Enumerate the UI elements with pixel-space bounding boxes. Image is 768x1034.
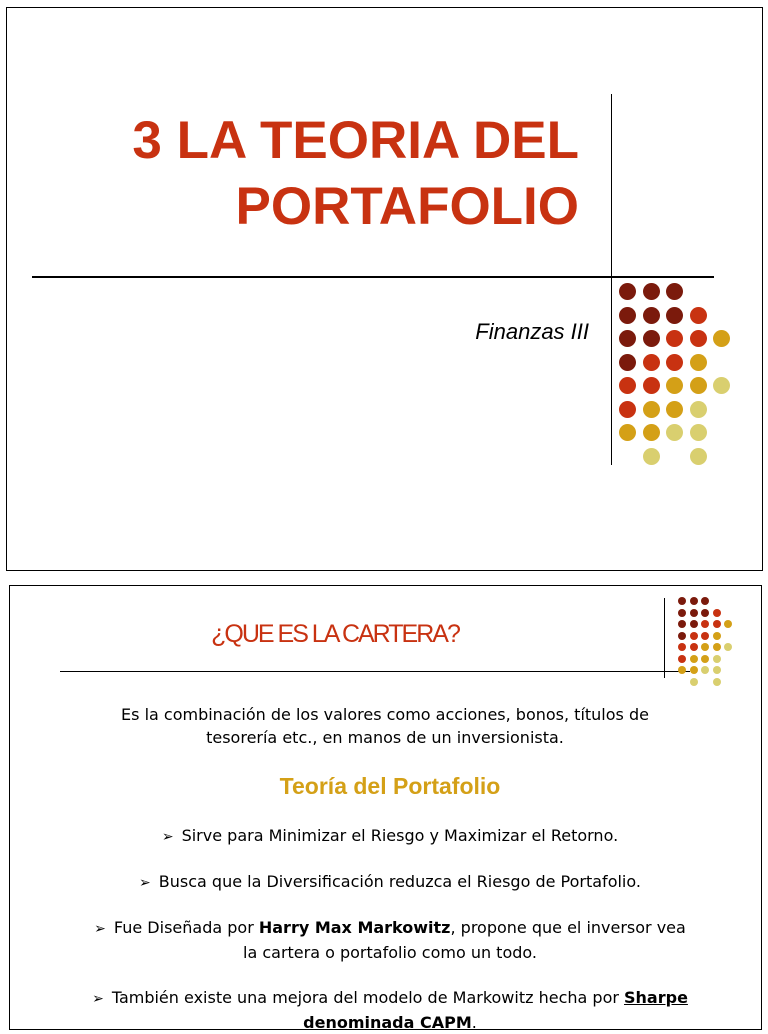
decorative-dot bbox=[690, 609, 698, 617]
title-line-1: 3 LA TEORIA DEL bbox=[132, 111, 579, 170]
decorative-dot bbox=[643, 377, 660, 394]
decorative-dot bbox=[643, 424, 660, 441]
decorative-dot bbox=[678, 620, 686, 628]
decorative-dot bbox=[690, 643, 698, 651]
decorative-dot bbox=[713, 620, 721, 628]
decorative-dot bbox=[619, 354, 636, 371]
decorative-dot bbox=[713, 377, 730, 394]
title-slide bbox=[6, 7, 763, 571]
bullet-text: . bbox=[471, 1013, 477, 1032]
decorative-dot bbox=[666, 307, 683, 324]
decorative-dot bbox=[643, 330, 660, 347]
decorative-dot bbox=[619, 424, 636, 441]
bullet-item bbox=[90, 824, 690, 849]
decorative-dot bbox=[713, 609, 721, 617]
decorative-dot bbox=[690, 401, 707, 418]
decorative-dot bbox=[724, 643, 732, 651]
content-slide bbox=[9, 585, 762, 1030]
decorative-dot bbox=[690, 655, 698, 663]
cartera-definition: Es la combinación de los valores como acciones, bonos, títulos de tesorería etc., en manos de un inversionista. bbox=[121, 705, 649, 747]
decorative-dot bbox=[690, 354, 707, 371]
decorative-dot bbox=[666, 330, 683, 347]
decorative-dot bbox=[713, 655, 721, 663]
decorative-dot bbox=[690, 620, 698, 628]
arrow-bullet-icon: ➢ bbox=[92, 991, 104, 1007]
decorative-dot bbox=[690, 424, 707, 441]
decorative-dot bbox=[701, 632, 709, 640]
bullet-text: También existe una mejora del modelo de Markowitz hecha por bbox=[111, 988, 625, 1007]
decorative-dot bbox=[690, 377, 707, 394]
decorative-dot bbox=[690, 597, 698, 605]
decorative-dot bbox=[619, 330, 636, 347]
decorative-dot bbox=[701, 655, 709, 663]
decorative-dot bbox=[619, 307, 636, 324]
bullet-text: Fue Diseñada por bbox=[113, 918, 259, 937]
decorative-dot bbox=[643, 283, 660, 300]
author-name: Harry Max Markowitz bbox=[258, 918, 451, 937]
bullet-text: , propone que el inversor vea la cartera o portafolio como un todo. bbox=[243, 918, 686, 962]
decorative-dot bbox=[690, 307, 707, 324]
decorative-dot bbox=[724, 620, 732, 628]
bullet-item bbox=[90, 916, 690, 964]
decorative-dot bbox=[701, 666, 709, 674]
decorative-dot bbox=[643, 448, 660, 465]
decorative-dot bbox=[619, 377, 636, 394]
decorative-dot bbox=[690, 666, 698, 674]
bullet-text: Sirve para Minimizar el Riesgo y Maximizar el Retorno. bbox=[181, 826, 619, 845]
title-line-2: PORTAFOLIO bbox=[235, 177, 579, 236]
decorative-dot bbox=[678, 632, 686, 640]
decorative-dot bbox=[643, 307, 660, 324]
decorative-dot bbox=[666, 354, 683, 371]
decorative-dot bbox=[701, 620, 709, 628]
decorative-dot bbox=[701, 597, 709, 605]
decorative-dot bbox=[666, 401, 683, 418]
model-name: denominada CAPM bbox=[303, 1013, 472, 1032]
bullet-item bbox=[90, 986, 690, 1034]
decorative-dot bbox=[690, 448, 707, 465]
horizontal-divider bbox=[60, 671, 690, 672]
decorative-dot bbox=[678, 666, 686, 674]
decorative-dot bbox=[690, 632, 698, 640]
decorative-dot bbox=[713, 632, 721, 640]
decorative-dot bbox=[678, 655, 686, 663]
decorative-dot bbox=[619, 283, 636, 300]
slide-subtitle: Finanzas III bbox=[475, 319, 589, 344]
section-heading: Teoría del Portafolio bbox=[279, 773, 501, 799]
arrow-bullet-icon: ➢ bbox=[94, 921, 106, 937]
decorative-dot bbox=[690, 330, 707, 347]
horizontal-divider bbox=[32, 276, 714, 278]
slide-title bbox=[132, 108, 579, 240]
vertical-divider bbox=[611, 94, 612, 465]
decorative-dot bbox=[713, 643, 721, 651]
decorative-dot bbox=[666, 377, 683, 394]
decorative-dot bbox=[643, 401, 660, 418]
bullet-text: Busca que la Diversificación reduzca el Riesgo de Portafolio. bbox=[158, 872, 641, 891]
bullet-item bbox=[90, 870, 690, 895]
decorative-dot bbox=[713, 330, 730, 347]
decorative-dot bbox=[701, 609, 709, 617]
decorative-dot bbox=[619, 401, 636, 418]
decorative-dot bbox=[678, 597, 686, 605]
vertical-divider bbox=[664, 598, 665, 678]
decorative-dot bbox=[666, 424, 683, 441]
decorative-dot bbox=[643, 354, 660, 371]
decorative-dot bbox=[713, 666, 721, 674]
decorative-dot bbox=[678, 609, 686, 617]
decorative-dot bbox=[666, 283, 683, 300]
slide-heading: ¿QUE ES LA CARTERA? bbox=[211, 620, 459, 648]
decorative-dot bbox=[701, 643, 709, 651]
arrow-bullet-icon: ➢ bbox=[161, 829, 174, 845]
author-name: Sharpe bbox=[624, 988, 688, 1007]
decorative-dot bbox=[678, 643, 686, 651]
arrow-bullet-icon: ➢ bbox=[139, 875, 151, 891]
decorative-dot bbox=[690, 678, 698, 686]
decorative-dot bbox=[713, 678, 721, 686]
